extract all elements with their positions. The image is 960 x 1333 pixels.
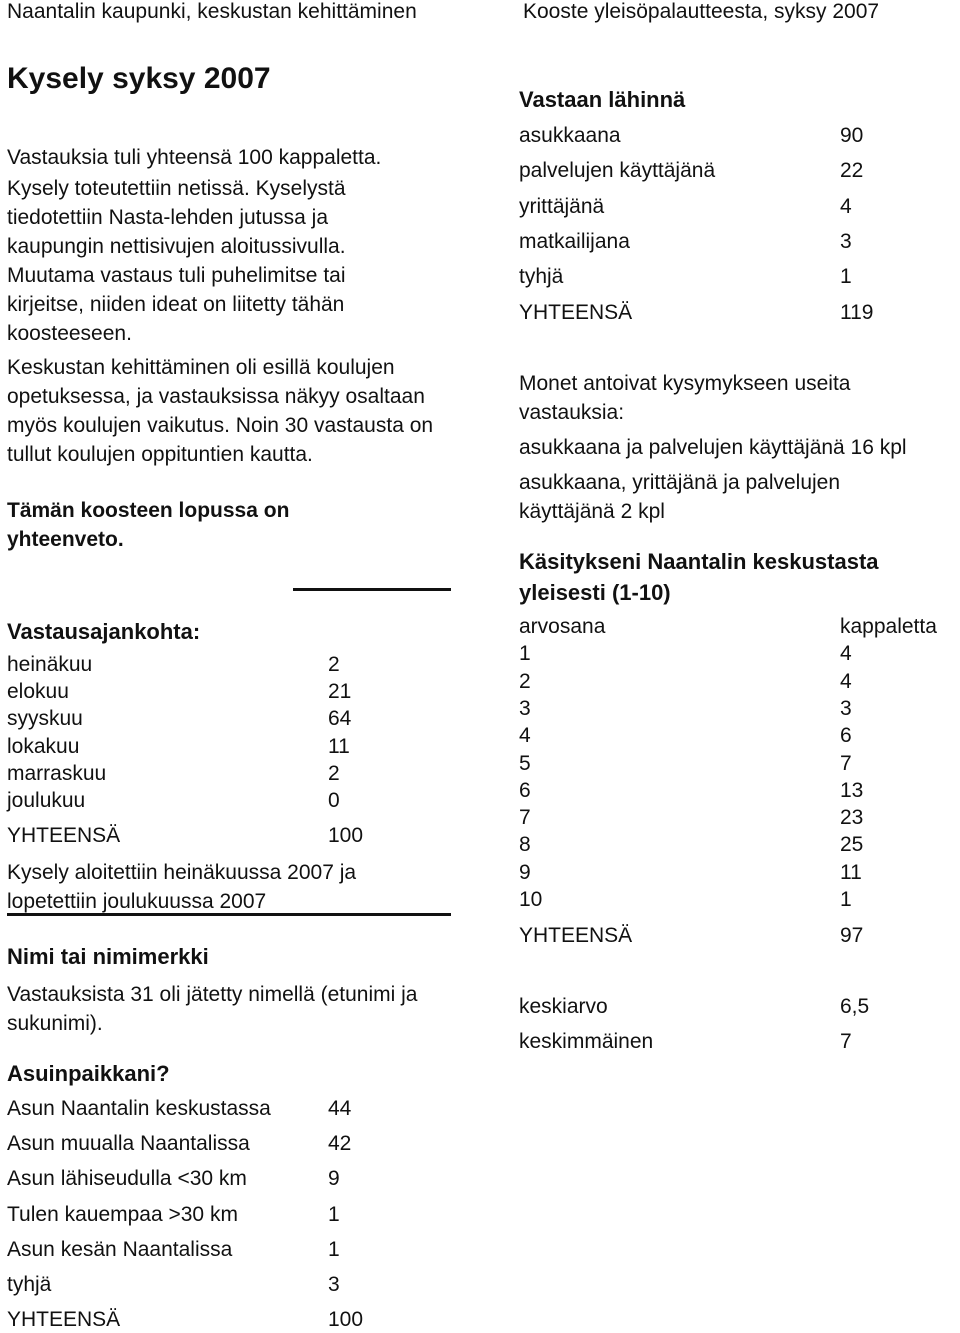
opinion-grade: 1: [519, 642, 531, 665]
opinion-col-grade: arvosana: [519, 615, 606, 638]
opinion-count: 4: [840, 642, 852, 665]
opinion-count: 1: [840, 888, 852, 911]
opinion-total-label: YHTEENSÄ: [519, 924, 633, 947]
opinion-total-value: 97: [840, 924, 864, 947]
opinion-heading: Käsitykseni Naantalin keskustasta yleisesti (1-10): [519, 549, 879, 605]
name-text: Vastauksista 31 oli jätetty nimellä (etunimi ja sukunimi).: [7, 983, 418, 1035]
period-label: lokakuu: [7, 735, 80, 758]
role-value: 90: [840, 124, 864, 147]
period-label: heinäkuu: [7, 653, 93, 676]
residence-label: Asun kesän Naantalissa: [7, 1238, 233, 1261]
role-value: 1: [840, 265, 852, 288]
opinion-grade: 3: [519, 697, 531, 720]
header-right: Kooste yleisöpalautteesta, syksy 2007: [523, 0, 880, 23]
residence-label: Asun muualla Naantalissa: [7, 1132, 250, 1155]
divider: [293, 588, 451, 591]
role-heading: Vastaan lähinnä: [519, 87, 686, 112]
opinion-count: 3: [840, 697, 852, 720]
intro-summary: Tämän koosteen lopussa on yhteenveto.: [7, 499, 290, 551]
opinion-grade: 5: [519, 752, 531, 775]
period-label: syyskuu: [7, 707, 83, 730]
role-value: 119: [840, 301, 874, 324]
opinion-mean-value: 6,5: [840, 995, 870, 1018]
period-label: marraskuu: [7, 762, 107, 785]
period-value: 64: [328, 707, 352, 730]
role-label: tyhjä: [519, 265, 564, 288]
header-left: Naantalin kaupunki, keskustan kehittäminen: [7, 0, 417, 23]
period-value: 21: [328, 680, 352, 703]
residence-heading: Asuinpaikkani?: [7, 1061, 170, 1086]
opinion-count: 11: [840, 861, 862, 884]
period-value: 2: [328, 653, 340, 676]
opinion-median-label: keskimmäinen: [519, 1030, 654, 1053]
period-label: elokuu: [7, 680, 69, 703]
role-label: palvelujen käyttäjänä: [519, 159, 716, 182]
residence-value: 1: [328, 1238, 340, 1261]
role-value: 3: [840, 230, 852, 253]
period-value: 0: [328, 789, 340, 812]
role-value: 4: [840, 195, 852, 218]
opinion-grade: 6: [519, 779, 531, 802]
opinion-grade: 8: [519, 833, 531, 856]
residence-value: 1: [328, 1203, 340, 1226]
intro-count: Vastauksia tuli yhteensä 100 kappaletta.: [7, 146, 382, 169]
period-value: 11: [328, 735, 350, 758]
opinion-median-value: 7: [840, 1030, 852, 1053]
opinion-count: 13: [840, 779, 864, 802]
residence-value: 44: [328, 1097, 352, 1120]
residence-value: 42: [328, 1132, 352, 1155]
residence-value: 100: [328, 1308, 364, 1331]
role-label: asukkaana: [519, 124, 621, 147]
opinion-count: 4: [840, 670, 852, 693]
opinion-grade: 9: [519, 861, 531, 884]
role-multi-1: asukkaana ja palvelujen käyttäjänä 16 kpl: [519, 436, 907, 459]
residence-value: 3: [328, 1273, 340, 1296]
residence-label: tyhjä: [7, 1273, 52, 1296]
name-heading: Nimi tai nimimerkki: [7, 944, 209, 969]
residence-label: Tulen kauempaa >30 km: [7, 1203, 238, 1226]
residence-value: 9: [328, 1167, 340, 1190]
opinion-col-count: kappaletta: [840, 615, 937, 638]
period-note: Kysely aloitettiin heinäkuussa 2007 ja lopetettiin joulukuussa 2007: [7, 861, 357, 913]
role-label: YHTEENSÄ: [519, 301, 633, 324]
period-label: joulukuu: [7, 789, 86, 812]
period-total-value: 100: [328, 824, 364, 847]
opinion-grade: 7: [519, 806, 531, 829]
period-heading: Vastausajankohta:: [7, 619, 201, 644]
role-multi-intro: Monet antoivat kysymykseen useita vastauksia:: [519, 372, 851, 424]
opinion-count: 6: [840, 724, 852, 747]
role-label: matkailijana: [519, 230, 630, 253]
opinion-grade: 10: [519, 888, 543, 911]
opinion-grade: 4: [519, 724, 531, 747]
opinion-count: 25: [840, 833, 864, 856]
role-multi-2: asukkaana, yrittäjänä ja palvelujen käyttäjänä 2 kpl: [519, 471, 841, 523]
intro-method: Kysely toteutettiin netissä. Kyselystä tiedotettiin Nasta-lehden jutussa ja kaupungin nettisivujen aloitussivulla. Muutama vastaus tuli puhelimitse tai kirjeitse, niiden ideat on liitetty tähän koosteeseen.: [7, 177, 346, 345]
residence-label: YHTEENSÄ: [7, 1308, 121, 1331]
period-total-label: YHTEENSÄ: [7, 824, 121, 847]
divider: [7, 913, 451, 916]
opinion-count: 7: [840, 752, 852, 775]
role-label: yrittäjänä: [519, 195, 605, 218]
page-title: Kysely syksy 2007: [7, 62, 271, 95]
opinion-grade: 2: [519, 670, 531, 693]
opinion-count: 23: [840, 806, 864, 829]
role-value: 22: [840, 159, 864, 182]
intro-schools: Keskustan kehittäminen oli esillä koulujen opetuksessa, ja vastauksissa näkyy osaltaan myös koulujen vaikutus. Noin 30 vastausta on tullut koulujen oppituntien kautta.: [7, 356, 434, 466]
opinion-mean-label: keskiarvo: [519, 995, 608, 1018]
period-value: 2: [328, 762, 340, 785]
residence-label: Asun lähiseudulla <30 km: [7, 1167, 247, 1190]
residence-label: Asun Naantalin keskustassa: [7, 1097, 271, 1120]
